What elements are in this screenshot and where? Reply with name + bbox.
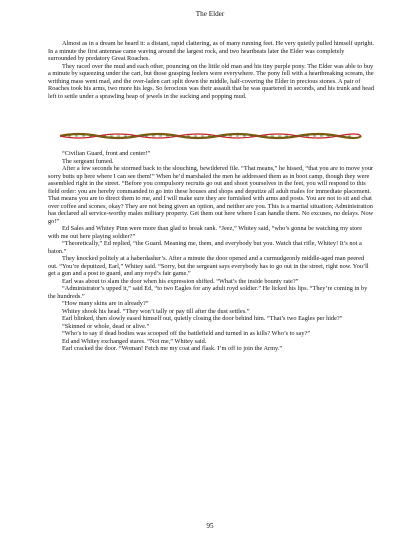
paragraph: “Administrator’s upped it,” said Ed, “to two Eagles for any adult royd soldier.” He licked his lips. “They’re coming in by the hundreds.” xyxy=(48,285,368,300)
paragraph: Ed and Whitey exchanged stares. “Not me,” Whitey said. xyxy=(62,337,207,345)
section-2 xyxy=(48,150,374,353)
running-header: The Elder xyxy=(195,10,225,18)
paragraph: They raced over the mud and each other, pouncing on the little old man and his tiny purple pony. The Elder was able to buy a minute by squeezing under the cart, but those grasping feelers were everywhere. The pony fell with a heartbreaking scream, the writhing mass went mad, and the over-laden cart split down the middle, half-covering the Elder in precious stones. A pair of Roaches took his arms, two more his legs. So ferocious was their assault that he was quartered in seconds, and his trunk and head left to settle under a sprawling heap of jewels in the sucking and popping mud. xyxy=(48,62,374,100)
paragraph: Almost as in a dream he heard it: a distant, rapid clattering, as of many running feet. He very quietly pulled himself upright. In a minute the first antennae came waving around the largest rock, and two heartbeats later the Elder was completely surrounded by predatory Great Roaches. xyxy=(48,40,374,62)
paragraph: After a few seconds he stormed back to the slouching, bewildered file. “That means,” he hissed, “that you are to move your sorry butts up here where I can see them!” When he’d marshaled the men he addressed them as in boot camp, though they were assembled right in the street. “Before you compulsory recruits go out and shoot yourselves in the feet, you will respond to this field order: you are hereby commanded to go into these houses and shops and deputize all adult males for immediate placement. That means you are to direct them to me, and I will make sure they are furnished with arms and posts. You are not to sit and chat over coffee and scones, okay? They are not being given an option, and neither are you. This is a martial situation; Administration has declared all service-worthy males military property. Get them out here where I can handle them. No excuses, no delays. Now go!” xyxy=(48,165,374,225)
paragraph: Earl cracked the door. “Woman! Fetch me my coat and flask. I’m off to join the Army.” xyxy=(62,345,283,352)
paragraph: “Theoretically,” Ed replied, “the Guard. Meaning me, them, and everybody but you. Watch that rifle, Whitey! It’s not a baton.” xyxy=(48,240,362,255)
paragraph: “Skinned or whole, dead or alive.” xyxy=(62,322,150,330)
page-number: 95 xyxy=(206,522,214,530)
ornamental-divider xyxy=(58,132,363,140)
paragraph: “Who’s to say if dead bodies was scooped off the battlefield and turned in as kills? Who’s to say?” xyxy=(62,330,311,337)
paragraph: They knocked politely at a haberdasher’s. After a minute the door opened and a curmudgeonly middle-aged man peered out. “You’re deputized, Earl,” Whitey said. “Sorry, but the sergeant says everybody has to go out in the street, right now. You’ll get a gun and a post to guard, and any royd’s fair game.” xyxy=(48,255,369,277)
section-1 xyxy=(48,40,374,100)
paragraph: Earl was about to slam the door when his expression shifted. “What’s the inside bounty rate?” xyxy=(62,277,299,285)
paragraph: Earl blinked, then slowly eased himself out, quietly closing the door behind him. “That’s two Eagles per hide?” xyxy=(62,315,343,322)
paragraph: The sergeant fumed. xyxy=(62,157,114,165)
paragraph: Ed Sales and Whitey Pinn were more than glad to break rank. “Jeez,” Whitey said, “who’s gonna be watching my store with me out here playing soldier?” xyxy=(48,225,363,240)
paragraph: “How many skins are in already?” xyxy=(62,300,149,307)
paragraph: “Civilian Guard, front and center!” xyxy=(62,150,151,157)
paragraph: Whitey shook his head. “They won’t tally or pay till after the dust settles.” xyxy=(62,307,250,315)
